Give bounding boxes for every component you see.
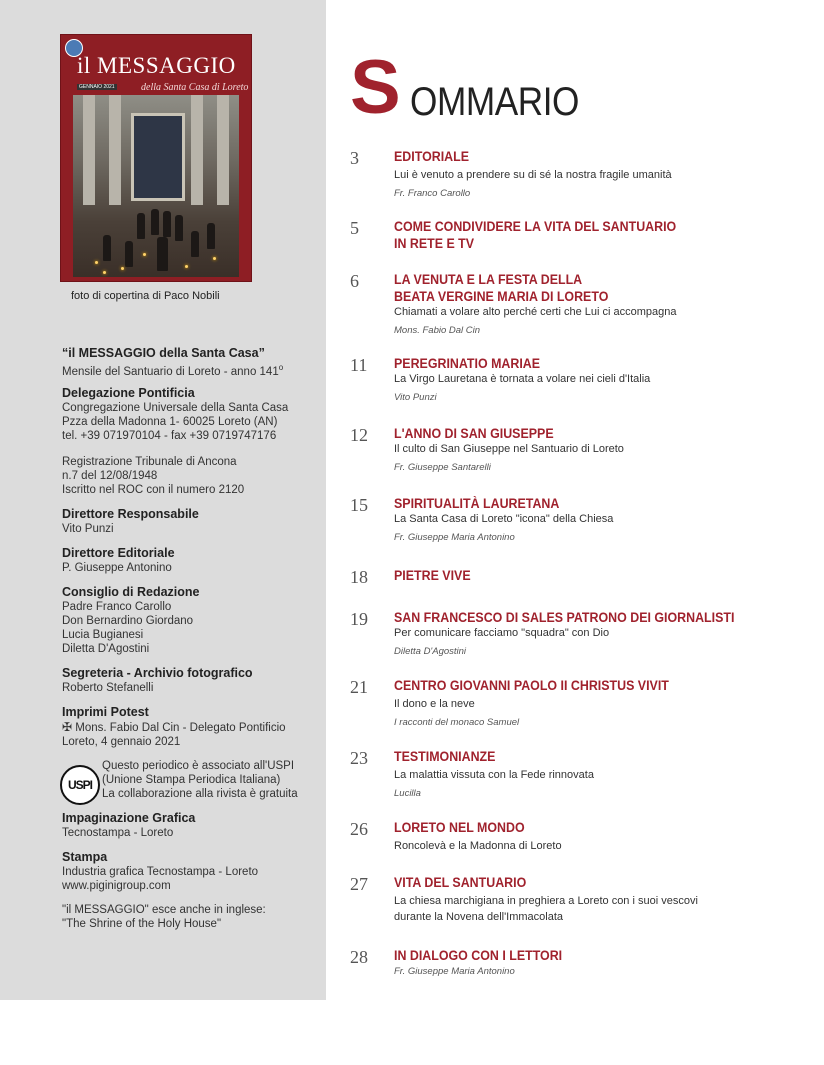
publication-subtitle: Mensile del Santuario di Loreto - anno 141$^o$	[62, 363, 284, 378]
uspi-logo: USPI	[60, 765, 100, 805]
toc-title: IN DIALOGO CON I LETTORI	[394, 948, 563, 963]
delegazione-line: tel. +39 071970104 - fax +39 0719747176	[62, 429, 277, 442]
toc-page-number: 19	[350, 609, 368, 629]
toc-page-number: 28	[350, 947, 368, 967]
uspi-line: La collaborazione alla rivista è gratuita	[102, 787, 298, 800]
cover-date-badge: GENNAIO 2021	[79, 84, 115, 90]
consiglio-member: Padre Franco Carollo	[62, 600, 172, 613]
toc-title: TESTIMONIANZE	[394, 749, 496, 764]
cover-caption: foto di copertina di Paco Nobili	[71, 290, 220, 302]
toc-title: CENTRO GIOVANNI PAOLO II CHRISTUS VIVIT	[394, 678, 669, 693]
masthead-info	[62, 346, 324, 938]
segreteria: Roberto Stefanelli	[62, 681, 154, 694]
toc-page-number: 23	[350, 748, 368, 768]
cover-subtitle: della Santa Casa di Loreto	[141, 82, 249, 93]
toc-page-number: 18	[350, 567, 368, 587]
english-edition-line: "The Shrine of the Holy House"	[62, 917, 222, 930]
registrazione-line: Iscritto nel ROC con il numero 2120	[62, 483, 245, 496]
toc-title: VITA DEL SANTUARIO	[394, 875, 527, 890]
toc-author: Fr. Giuseppe Maria Antonino	[394, 966, 515, 977]
toc-author: Lucilla	[394, 788, 421, 799]
toc-title: L'ANNO DI SAN GIUSEPPE	[394, 426, 554, 441]
toc-title-line2: IN RETE E TV	[394, 236, 475, 251]
direttore-editoriale-heading: Direttore Editoriale	[62, 545, 175, 560]
direttore-responsabile-heading: Direttore Responsabile	[62, 506, 199, 521]
toc-page-number: 11	[350, 355, 368, 375]
toc-title: SPIRITUALITÀ LAURETANA	[394, 496, 560, 511]
toc-subtitle: Il dono e la neve	[394, 698, 475, 710]
toc-subtitle: Per comunicare facciamo "squadra" con Dio	[394, 627, 610, 639]
toc-author: Fr. Giuseppe Maria Antonino	[394, 532, 515, 543]
toc-author: Vito Punzi	[394, 392, 437, 403]
toc-author: Mons. Fabio Dal Cin	[394, 325, 481, 336]
toc-page-number: 27	[350, 874, 368, 894]
stampa-heading: Stampa	[62, 849, 108, 864]
toc-page-number: 3	[350, 148, 359, 168]
toc-page-number: 26	[350, 819, 368, 839]
uspi-block	[62, 759, 324, 801]
stampa-line: Industria grafica Tecnostampa - Loreto	[62, 865, 259, 878]
toc-title: PIETRE VIVE	[394, 568, 471, 583]
imprimi-heading: Imprimi Potest	[62, 704, 149, 719]
toc-page-number: 21	[350, 677, 368, 697]
cover-title: il MESSAGGIO	[77, 53, 236, 78]
direttore-editoriale: P. Giuseppe Antonino	[62, 561, 172, 574]
delegazione-line: Congregazione Universale della Santa Casa	[62, 401, 289, 414]
consiglio-member: Don Bernardino Giordano	[62, 614, 194, 627]
toc-subtitle: La chiesa marchigiana in preghiera a Loreto con i suoi vescovi	[394, 895, 698, 907]
english-edition-line: "il MESSAGGIO" esce anche in inglese:	[62, 903, 266, 916]
toc-subtitle: La Virgo Lauretana è tornata a volare nei cieli d'Italia	[394, 373, 651, 385]
impaginazione-heading: Impaginazione Grafica	[62, 810, 196, 825]
stampa-website: www.piginigroup.com	[62, 879, 171, 892]
direttore-responsabile: Vito Punzi	[62, 522, 114, 535]
toc-author: Diletta D'Agostini	[394, 646, 467, 657]
consiglio-member: Lucia Bugianesi	[62, 628, 144, 641]
toc-title: SAN FRANCESCO DI SALES PATRONO DEI GIORNALISTI	[394, 610, 735, 625]
impaginazione: Tecnostampa - Loreto	[62, 826, 174, 839]
toc-subtitle: La malattia vissuta con la Fede rinnovata	[394, 769, 594, 781]
uspi-line: Questo periodico è associato all'USPI	[102, 759, 295, 772]
toc-subtitle: Chiamati a volare alto perché certi che Lui ci accompagna	[394, 306, 677, 318]
cover-image	[60, 34, 252, 282]
cover-photo	[73, 95, 239, 277]
toc-subtitle: Roncolevà e la Madonna di Loreto	[394, 840, 562, 852]
toc-subtitle-line2: durante la Novena dell'Immacolata	[394, 911, 564, 923]
toc-title: EDITORIALE	[394, 149, 469, 164]
delegazione-line: Pzza della Madonna 1- 60025 Loreto (AN)	[62, 415, 278, 428]
delegazione-heading: Delegazione Pontificia	[62, 385, 195, 400]
toc-author: Fr. Giuseppe Santarelli	[394, 462, 491, 473]
segreteria-heading: Segreteria - Archivio fotografico	[62, 665, 253, 680]
toc-page-number: 5	[350, 218, 359, 238]
toc-author: I racconti del monaco Samuel	[394, 717, 520, 728]
cross-icon: ✠	[62, 719, 73, 734]
registrazione-line: n.7 del 12/08/1948	[62, 469, 158, 482]
consiglio-member: Diletta D'Agostini	[62, 642, 150, 655]
imprimi-line: Loreto, 4 gennaio 2021	[62, 735, 181, 748]
toc-subtitle: La Santa Casa di Loreto "icona" della Chiesa	[394, 513, 614, 525]
toc-author: Fr. Franco Carollo	[394, 188, 471, 199]
imprimi-line: ✠ Mons. Fabio Dal Cin - Delegato Pontificio	[62, 719, 286, 734]
sommario-initial: S	[350, 45, 401, 130]
toc-title: LORETO NEL MONDO	[394, 820, 525, 835]
publication-title: “il MESSAGGIO della Santa Casa”	[62, 346, 265, 360]
sommario-title: OMMARIO	[410, 80, 580, 124]
toc-title-line2: BEATA VERGINE MARIA DI LORETO	[394, 289, 609, 304]
toc-title: COME CONDIVIDERE LA VITA DEL SANTUARIO	[394, 219, 677, 234]
toc-subtitle: Il culto di San Giuseppe nel Santuario di Loreto	[394, 443, 624, 455]
toc-subtitle: Lui è venuto a prendere su di sé la nostra fragile umanità	[394, 169, 672, 181]
toc-page-number: 15	[350, 495, 368, 515]
toc-title: LA VENUTA E LA FESTA DELLA	[394, 272, 583, 287]
registrazione-line: Registrazione Tribunale di Ancona	[62, 455, 237, 468]
toc-page-number: 12	[350, 425, 368, 445]
consiglio-heading: Consiglio di Redazione	[62, 584, 200, 599]
toc-title: PEREGRINATIO MARIAE	[394, 356, 541, 371]
uspi-line: (Unione Stampa Periodica Italiana)	[102, 773, 281, 786]
toc-page-number: 6	[350, 271, 359, 291]
